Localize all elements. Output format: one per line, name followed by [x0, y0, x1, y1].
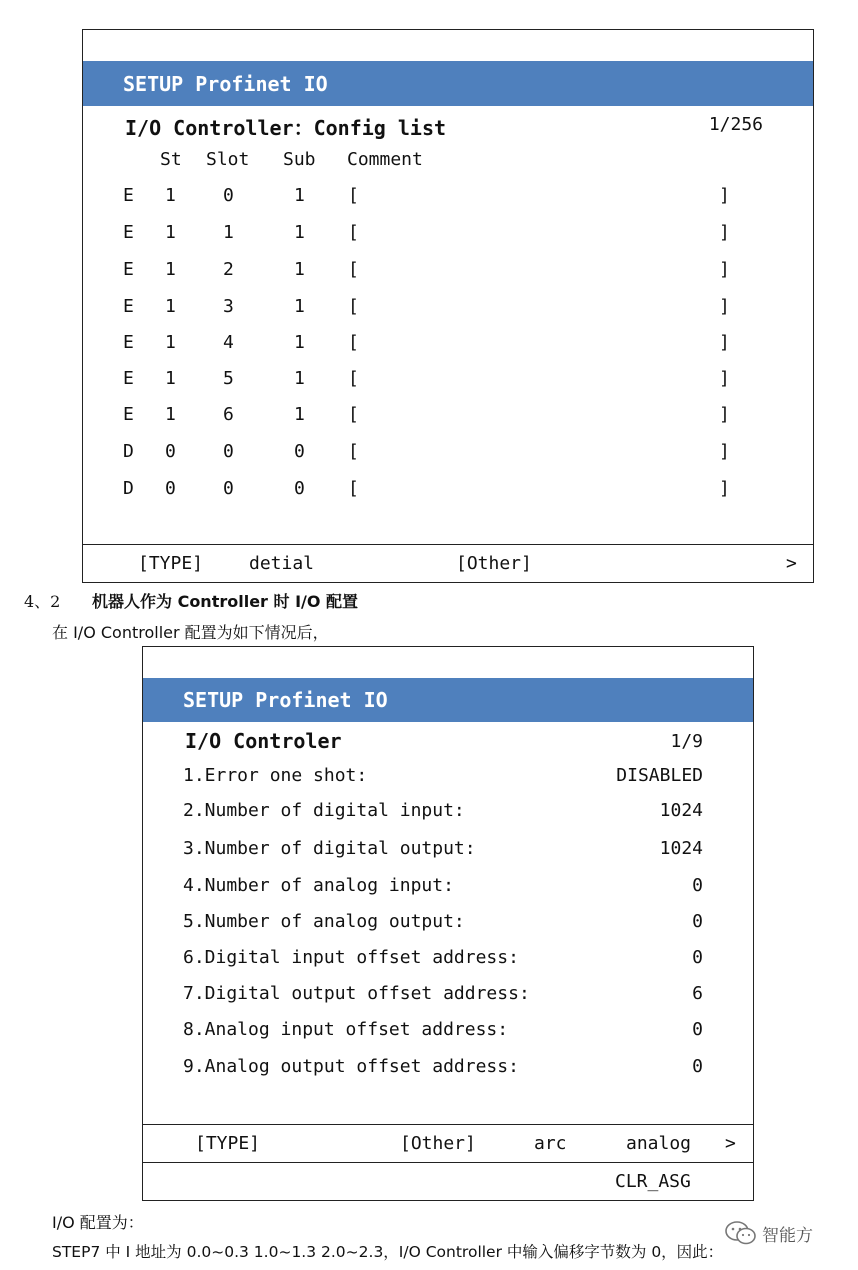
- row-slot: 1: [223, 222, 234, 243]
- setting-value: 6: [692, 983, 703, 1004]
- row-comment-open: [: [348, 404, 359, 425]
- setting-label: 9.Analog output offset address:: [183, 1056, 519, 1077]
- page-indicator: 1/256: [708, 114, 763, 135]
- row-sub: 1: [294, 185, 305, 206]
- row-state: E: [123, 332, 134, 353]
- row-comment-open: [: [348, 222, 359, 243]
- arc-softkey[interactable]: arc: [534, 1133, 567, 1154]
- setting-value: 0: [692, 947, 703, 968]
- setting-value: 0: [692, 1056, 703, 1077]
- row-slot: 0: [223, 441, 234, 462]
- row-st: 1: [165, 259, 176, 280]
- row-st: 1: [165, 222, 176, 243]
- detail-softkey[interactable]: detial: [249, 553, 315, 574]
- next-page-softkey[interactable]: >: [725, 1133, 736, 1154]
- column-header-sub: Sub: [283, 149, 316, 170]
- row-sub: 0: [294, 478, 305, 499]
- section-heading: 机器人作为 Controller 时 I/O 配置: [92, 592, 359, 611]
- footer-line-2: STEP7 中 I 地址为 0.0~0.3 1.0~1.3 2.0~2.3，I/O Controller 中输入偏移字节数为 0，因此：: [52, 1243, 724, 1261]
- row-slot: 2: [223, 259, 234, 280]
- config-list-panel: [82, 29, 814, 583]
- row-comment-close: ]: [719, 404, 730, 425]
- page-indicator: 1/9: [670, 731, 703, 752]
- row-st: 1: [165, 368, 176, 389]
- row-state: D: [123, 478, 134, 499]
- row-comment-close: ]: [719, 259, 730, 280]
- panel-title-bar: [83, 61, 813, 106]
- setting-label: 7.Digital output offset address:: [183, 983, 530, 1004]
- clr-asg-softkey[interactable]: CLR_ASG: [615, 1171, 691, 1192]
- row-sub: 1: [294, 222, 305, 243]
- row-slot: 3: [223, 296, 234, 317]
- section-number: 4、2: [24, 592, 61, 611]
- row-st: 1: [165, 404, 176, 425]
- row-sub: 0: [294, 441, 305, 462]
- softkey-bar: [143, 1124, 753, 1163]
- panel-subtitle: I/O Controler: [185, 729, 342, 753]
- setting-label: 1.Error one shot:: [183, 765, 368, 786]
- panel-title: SETUP Profinet IO: [123, 71, 328, 96]
- io-controller-panel: [142, 646, 754, 1201]
- row-state: E: [123, 404, 134, 425]
- row-st: 0: [165, 441, 176, 462]
- wechat-icon: [724, 1220, 758, 1246]
- row-slot: 4: [223, 332, 234, 353]
- column-header-slot: Slot: [206, 149, 250, 170]
- intro-text: 在 I/O Controller 配置为如下情况后，: [52, 623, 329, 642]
- setting-value: 0: [692, 875, 703, 896]
- setting-value: 1024: [659, 838, 703, 859]
- row-st: 0: [165, 478, 176, 499]
- row-comment-open: [: [348, 296, 359, 317]
- row-comment-open: [: [348, 368, 359, 389]
- row-slot: 0: [223, 478, 234, 499]
- row-comment-open: [: [348, 441, 359, 462]
- column-header-st: St: [160, 149, 182, 170]
- watermark: [724, 1220, 813, 1246]
- setting-value: 0: [692, 911, 703, 932]
- row-st: 1: [165, 185, 176, 206]
- setting-label: 8.Analog input offset address:: [183, 1019, 509, 1040]
- next-page-softkey[interactable]: >: [786, 553, 797, 574]
- panel-title-bar: [143, 678, 753, 722]
- type-softkey[interactable]: [TYPE]: [138, 553, 204, 574]
- setting-label: 6.Digital input offset address:: [183, 947, 519, 968]
- row-sub: 1: [294, 332, 305, 353]
- row-comment-close: ]: [719, 185, 730, 206]
- analog-softkey[interactable]: analog: [626, 1133, 692, 1154]
- row-comment-close: ]: [719, 368, 730, 389]
- row-slot: 5: [223, 368, 234, 389]
- row-comment-open: [: [348, 332, 359, 353]
- panel-title: SETUP Profinet IO: [183, 688, 388, 712]
- row-slot: 0: [223, 185, 234, 206]
- other-softkey[interactable]: [Other]: [400, 1133, 476, 1154]
- row-comment-open: [: [348, 478, 359, 499]
- footer-line-1: I/O 配置为：: [52, 1213, 144, 1232]
- setting-label: 2.Number of digital input:: [183, 800, 465, 821]
- row-state: E: [123, 185, 134, 206]
- row-comment-open: [: [348, 185, 359, 206]
- row-sub: 1: [294, 404, 305, 425]
- watermark-text: 智能方: [762, 1225, 813, 1246]
- softkey-bar-secondary: [143, 1163, 753, 1200]
- row-state: E: [123, 296, 134, 317]
- row-comment-close: ]: [719, 478, 730, 499]
- type-softkey[interactable]: [TYPE]: [195, 1133, 261, 1154]
- panel-subtitle: I/O Controller：Config list: [125, 116, 447, 140]
- setting-label: 4.Number of analog input:: [183, 875, 454, 896]
- row-comment-close: ]: [719, 222, 730, 243]
- row-st: 1: [165, 332, 176, 353]
- row-slot: 6: [223, 404, 234, 425]
- row-state: E: [123, 368, 134, 389]
- setting-value: 0: [692, 1019, 703, 1040]
- row-state: E: [123, 259, 134, 280]
- row-state: D: [123, 441, 134, 462]
- setting-label: 5.Number of analog output:: [183, 911, 465, 932]
- row-comment-close: ]: [719, 332, 730, 353]
- softkey-bar: [83, 544, 813, 583]
- row-comment-open: [: [348, 259, 359, 280]
- row-sub: 1: [294, 296, 305, 317]
- setting-value: DISABLED: [616, 765, 703, 786]
- row-comment-close: ]: [719, 441, 730, 462]
- row-sub: 1: [294, 259, 305, 280]
- setting-label: 3.Number of digital output:: [183, 838, 476, 859]
- row-state: E: [123, 222, 134, 243]
- row-st: 1: [165, 296, 176, 317]
- other-softkey[interactable]: [Other]: [456, 553, 532, 574]
- column-header-comment: Comment: [347, 149, 423, 170]
- row-sub: 1: [294, 368, 305, 389]
- setting-value: 1024: [659, 800, 703, 821]
- row-comment-close: ]: [719, 296, 730, 317]
